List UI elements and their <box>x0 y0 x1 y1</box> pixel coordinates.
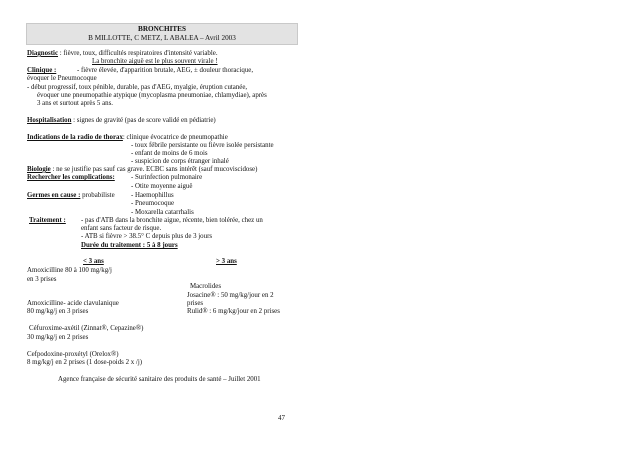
clinique-line-1: - fièvre élevée, d'apparition brutale, AEG, ± douleur thoracique, <box>77 67 254 74</box>
left-column-line: Céfuroxime-axétil (Zinnat®, Cepazine®) <box>29 325 144 332</box>
germes-item: - Haemophillus <box>131 192 174 199</box>
source-footer: Agence française de sécurité sanitaire des produits de santé – Juillet 2001 <box>58 376 261 383</box>
page-number: 47 <box>278 414 285 422</box>
radio-line <box>27 134 228 142</box>
left-column-line: Cefpodoxine-proxétyl (Orelox®) <box>27 351 119 358</box>
left-column-line: 30 mg/kg/j en 2 prises <box>27 334 89 341</box>
complications-label: Rechercher les complications: <box>27 174 115 181</box>
traitement-line-1: - pas d'ATB dans la bronchite aigue, récente, bien tolérée, chez un <box>81 217 263 224</box>
hospitalisation-line <box>27 117 216 125</box>
traitement-duree: Durée du traitement : 5 à 8 jours <box>81 242 178 249</box>
right-column-line: Rulid® : 6 mg/kg/jour en 2 prises <box>187 308 280 315</box>
diagnostic-text: : fièvre, toux, difficultés respiratoires d'intensité variable. <box>58 50 218 57</box>
left-column-line: 8 mg/kg/j en 2 prises (1 dose-poids 2 x /j) <box>27 359 143 366</box>
germes-item: - Moxarella catarrhalis <box>131 209 194 216</box>
complications-item: - Surinfection pulmonaire <box>131 174 203 181</box>
title-banner <box>26 23 298 45</box>
left-column-line: Amoxicilline 80 à 100 mg/kg/j <box>27 267 112 274</box>
document-authors: B MILLOTTE, C METZ, L ABALEA – Avril 2003 <box>88 34 236 42</box>
right-column-line: Josacine® : 50 mg/kg/jour en 2 <box>187 292 274 299</box>
germes-item: - Pneumocoque <box>131 200 175 207</box>
germes-line <box>27 192 115 200</box>
complications-item: - Otite moyenne aiguë <box>131 183 193 190</box>
traitement-line-2: enfant sans facteur de risque. <box>81 225 162 232</box>
biologie-text: : ne se justifie pas sauf cas grave. ECBC sans intérêt (sauf mucoviscidose) <box>50 166 258 173</box>
biologie-line <box>27 166 257 174</box>
hospitalisation-text: : signes de gravité (pas de score validé en pédiatrie) <box>71 117 216 124</box>
right-column-line: Macrolides <box>190 283 221 290</box>
clinique-label: Clinique : <box>27 67 57 74</box>
clinique-line-2: évoquer le Pneumocoque <box>27 75 97 82</box>
clinique-line-4: évoquer une pneumopathie atypique (mycoplasma pneumoniae, chlamydiae), après <box>37 92 267 99</box>
traitement-line-3: - ATB si fièvre > 38.5° C depuis plus de 3 jours <box>81 233 213 240</box>
radio-item: - suspicion de corps étranger inhalé <box>131 158 229 165</box>
clinique-line-3: - début progressif, toux pénible, durable, pas d'AEG, myalgie, éruption cutanée, <box>27 84 248 91</box>
biologie-label: Biologie <box>27 166 51 173</box>
right-column-line: prises <box>187 300 204 307</box>
diagnostic-label: Diagnostic <box>27 50 59 57</box>
radio-first: : clinique évocatrice de pneumopathie <box>122 134 228 141</box>
radio-item: - toux fébrile persistante ou fièvre isolée persistante <box>131 142 274 149</box>
radio-item: - enfant de moins de 6 mois <box>131 150 208 157</box>
document-title: BRONCHITES <box>138 25 186 33</box>
traitement-label: Traitement : <box>29 217 66 224</box>
hospitalisation-label: Hospitalisation <box>27 117 72 124</box>
diagnostic-line <box>27 50 218 58</box>
left-column-line: 80 mg/kg/j en 3 prises <box>27 308 89 315</box>
diagnostic-note: La bronchite aiguë est le plus souvent virale ! <box>92 58 218 65</box>
germes-label: Germes en cause : <box>27 192 81 199</box>
right-column-heading: > 3 ans <box>216 258 237 265</box>
germes-first: probabiliste <box>80 192 115 199</box>
left-column-line: Amoxicilline- acide clavulanique <box>27 300 119 307</box>
clinique-line-5: 3 ans et surtout après 5 ans. <box>37 100 113 107</box>
radio-label: Indications de la radio de thorax <box>27 134 123 141</box>
left-column-heading: < 3 ans <box>83 258 104 265</box>
left-column-line: en 3 prises <box>27 276 57 283</box>
